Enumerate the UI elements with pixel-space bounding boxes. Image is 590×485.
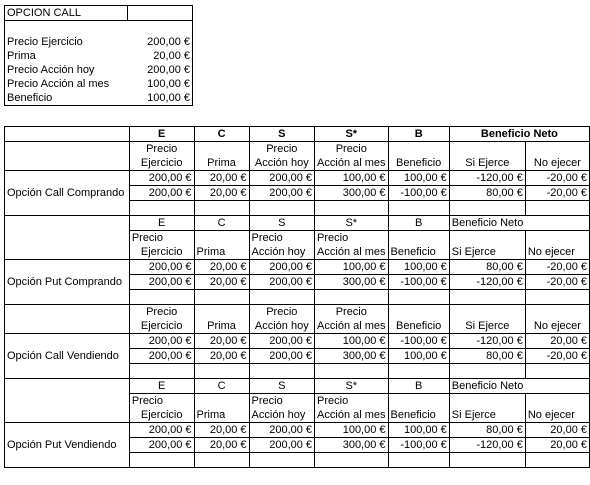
cell-no-ejecer: 20,00 € — [525, 438, 589, 453]
cell-c: 20,00 € — [194, 186, 249, 201]
cell-si-ejerce: 80,00 € — [449, 423, 525, 438]
cell-e: 200,00 € — [129, 423, 194, 438]
summary-value: 200,00 € — [128, 63, 193, 77]
cell-c: 20,00 € — [194, 275, 249, 290]
sub-ejercicio: Ejercicio — [129, 319, 194, 334]
sub-prima: Prima — [194, 319, 249, 334]
cell-si-ejerce: -120,00 € — [449, 438, 525, 453]
summary-label: Precio Acción al mes — [5, 77, 128, 91]
summary-title: OPCION CALL — [5, 6, 128, 21]
header-e: E — [129, 379, 194, 394]
cell-s-star: 100,00 € — [315, 171, 388, 186]
summary-label: Precio Ejercicio — [5, 35, 128, 49]
options-block — [4, 126, 590, 468]
sub-no-ejecer: No ejecer — [525, 156, 589, 171]
sub-precio: Precio — [129, 231, 194, 246]
sub-accion-hoy: Acción hoy — [249, 245, 315, 260]
cell-no-ejecer: 20,00 € — [525, 423, 589, 438]
header-s: S — [249, 216, 315, 231]
table-row — [5, 171, 590, 186]
sub-precio: Precio — [129, 394, 194, 409]
sub-precio: Precio — [315, 142, 388, 157]
sub-precio: Precio — [315, 231, 388, 246]
cell-si-ejerce: -120,00 € — [449, 275, 525, 290]
header-beneficio-neto: Beneficio Neto — [449, 379, 525, 394]
cell-s: 200,00 € — [249, 349, 315, 364]
cell-e: 200,00 € — [129, 438, 194, 453]
cell-e: 200,00 € — [129, 171, 194, 186]
cell-s-star: 100,00 € — [315, 423, 388, 438]
summary-label: Precio Acción hoy — [5, 63, 128, 77]
cell-s-star: 300,00 € — [315, 186, 388, 201]
cell-c: 20,00 € — [194, 171, 249, 186]
sub-prima: Prima — [194, 245, 249, 260]
summary-value: 20,00 € — [128, 49, 193, 63]
cell-c: 20,00 € — [194, 438, 249, 453]
cell-b: -100,00 € — [388, 186, 449, 201]
header-beneficio-neto: Beneficio Neto — [449, 127, 589, 142]
cell-e: 200,00 € — [129, 260, 194, 275]
header-beneficio-neto: Beneficio Neto — [449, 216, 525, 231]
table-row — [5, 349, 590, 364]
sub-si-ejerce: Si Ejerce — [449, 408, 525, 423]
header-e: E — [129, 216, 194, 231]
sub-si-ejerce: Si Ejerce — [449, 319, 525, 334]
cell-si-ejerce: 80,00 € — [449, 186, 525, 201]
cell-e: 200,00 € — [129, 275, 194, 290]
sub-prima: Prima — [194, 156, 249, 171]
header-s: S — [249, 127, 315, 142]
table-row — [5, 275, 590, 290]
header-b: B — [388, 379, 449, 394]
header-s: S — [249, 379, 315, 394]
table-row — [5, 334, 590, 349]
summary-value: 200,00 € — [128, 35, 193, 49]
sub-precio: Precio — [315, 394, 388, 409]
sub-precio: Precio — [129, 142, 194, 157]
table-row — [5, 260, 590, 275]
cell-no-ejecer: -20,00 € — [525, 171, 589, 186]
cell-e: 200,00 € — [129, 349, 194, 364]
sub-precio: Precio — [315, 305, 388, 320]
section-label: Opción Call Vendiendo — [5, 349, 130, 364]
sub-precio: Precio — [249, 231, 315, 246]
table-row — [5, 423, 590, 438]
sub-ejercicio: Ejercicio — [129, 245, 194, 260]
summary-label: Prima — [5, 49, 128, 63]
cell-si-ejerce: 80,00 € — [449, 260, 525, 275]
table-row — [5, 438, 590, 453]
cell-no-ejecer: 20,00 € — [525, 334, 589, 349]
cell-s: 200,00 € — [249, 423, 315, 438]
cell-b: 100,00 € — [388, 349, 449, 364]
cell-b: -100,00 € — [388, 438, 449, 453]
header-b: B — [388, 216, 449, 231]
header-s-star: S* — [315, 216, 388, 231]
cell-s: 200,00 € — [249, 275, 315, 290]
cell-c: 20,00 € — [194, 260, 249, 275]
cell-s-star: 100,00 € — [315, 260, 388, 275]
sub-prima: Prima — [194, 408, 249, 423]
cell-b: 100,00 € — [388, 260, 449, 275]
header-s-star: S* — [315, 127, 388, 142]
sub-precio: Precio — [249, 305, 315, 320]
cell-no-ejecer: -20,00 € — [525, 349, 589, 364]
header-c: C — [194, 379, 249, 394]
cell-e: 200,00 € — [129, 334, 194, 349]
sub-accion-mes: Acción al mes — [315, 319, 388, 334]
table-row — [5, 186, 590, 201]
cell-s-star: 300,00 € — [315, 349, 388, 364]
header-c: C — [194, 216, 249, 231]
cell-c: 20,00 € — [194, 349, 249, 364]
header-b: B — [388, 127, 449, 142]
options-table — [4, 126, 590, 468]
sub-precio: Precio — [249, 394, 315, 409]
summary-value: 100,00 € — [128, 77, 193, 91]
cell-b: -100,00 € — [388, 275, 449, 290]
sub-si-ejerce: Si Ejerce — [449, 245, 525, 260]
sub-accion-mes: Acción al mes — [315, 245, 388, 260]
summary-value: 100,00 € — [128, 91, 193, 106]
sub-no-ejecer: No ejecer — [525, 408, 589, 423]
sub-accion-hoy: Acción hoy — [249, 156, 315, 171]
summary-block — [4, 5, 193, 106]
summary-label: Beneficio — [5, 91, 128, 106]
cell-no-ejecer: -20,00 € — [525, 186, 589, 201]
section-label: Opción Put Comprando — [5, 275, 130, 290]
cell-c: 20,00 € — [194, 334, 249, 349]
cell-s: 200,00 € — [249, 438, 315, 453]
sub-accion-hoy: Acción hoy — [249, 408, 315, 423]
sub-precio: Precio — [129, 305, 194, 320]
cell-si-ejerce: -120,00 € — [449, 334, 525, 349]
cell-s: 200,00 € — [249, 186, 315, 201]
cell-s: 200,00 € — [249, 171, 315, 186]
cell-s: 200,00 € — [249, 260, 315, 275]
sub-accion-hoy: Acción hoy — [249, 319, 315, 334]
cell-b: -100,00 € — [388, 334, 449, 349]
sub-si-ejerce: Si Ejerce — [449, 156, 525, 171]
cell-b: 100,00 € — [388, 171, 449, 186]
cell-s-star: 100,00 € — [315, 334, 388, 349]
sub-accion-mes: Acción al mes — [315, 408, 388, 423]
section-label: Opción Call Comprando — [5, 186, 130, 201]
header-s-star: S* — [315, 379, 388, 394]
cell-si-ejerce: -120,00 € — [449, 171, 525, 186]
cell-c: 20,00 € — [194, 423, 249, 438]
sub-beneficio: Beneficio — [388, 156, 449, 171]
cell-s-star: 300,00 € — [315, 275, 388, 290]
sub-accion-mes: Acción al mes — [315, 156, 388, 171]
header-c: C — [194, 127, 249, 142]
sub-beneficio: Beneficio — [388, 408, 449, 423]
summary-table — [4, 5, 193, 106]
cell-s-star: 300,00 € — [315, 438, 388, 453]
section-label: Opción Put Vendiendo — [5, 438, 130, 453]
sub-precio: Precio — [249, 142, 315, 157]
sub-no-ejecer: No ejecer — [525, 319, 589, 334]
sub-ejercicio: Ejercicio — [129, 156, 194, 171]
sub-ejercicio: Ejercicio — [129, 408, 194, 423]
cell-no-ejecer: -20,00 € — [525, 260, 589, 275]
cell-s: 200,00 € — [249, 334, 315, 349]
cell-b: 100,00 € — [388, 423, 449, 438]
cell-si-ejerce: 80,00 € — [449, 349, 525, 364]
sub-beneficio: Beneficio — [388, 319, 449, 334]
cell-e: 200,00 € — [129, 186, 194, 201]
sub-beneficio: Beneficio — [388, 245, 449, 260]
header-e: E — [129, 127, 194, 142]
sub-no-ejecer: No ejecer — [525, 245, 589, 260]
cell-no-ejecer: -20,00 € — [525, 275, 589, 290]
